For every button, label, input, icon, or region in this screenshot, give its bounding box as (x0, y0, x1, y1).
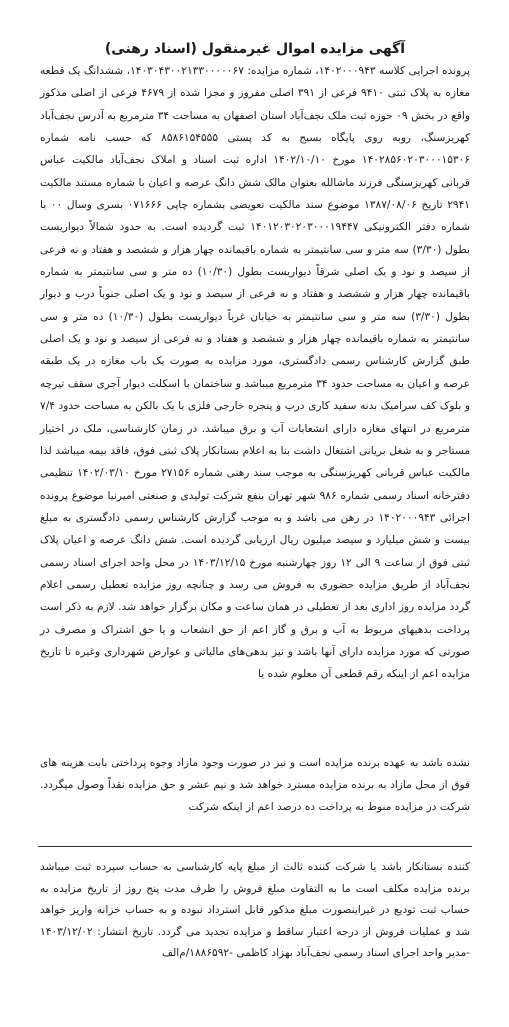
notice-body-main: پرونده اجرایی کلاسه ۱۴۰۲۰۰۰۹۴۳، شماره مزایده: ۱۴۰۳۰۴۳۰۰۲۱۳۳۰۰۰۰۰۶۷، ششدانگ یک قطعه مغازه به پلاک ثبتی ۹۴۱۰ فرعی از ۳۹۱ اصلی مفروز و مجزا شده از ۴۶۷۹ فرعی از اصلی مذکور واقع در بخش ۰۹ حوزه ثبت ملک نجف‌آباد استان اصفهان به مساحت ۳۴ مترمربع به آدرس نجف‌آباد کهریزسنگ، روبه روی پایگاه بسیج به کد پستی ۸۵۸۶۱۵۴۵۵۵ که حسب نامه شماره ۱۴۰۲۸۵۶۰۲۰۳۰۰۰۱۵۳۰۶ مورخ ۱۴۰۲/۱۰/۱۰ اداره ثبت اسناد و املاک نجف‌آباد مالکیت عباس قربانی کهریزسنگی فرزند ماشالله بعنوان مالک شش دانگ عرصه و اعیان با شماره مستند مالکیت ۲۹۴۱ تاریخ ۱۳۸۷/۰۸/۰۶ موضوع سند مالکیت تعویضی بشماره چاپی ۰۷۱۶۶۶ بسری وسال ۰۰ با شماره دفتر الکترونیکی ۱۴۰۱۲۰۳۰۲۰۳۰۰۰۱۹۴۴۷ ثبت گردیده است. به حدود شمالاً دیواریست بطول (۳/۳۰) سه متر و سی سانتیمتر به شماره باقیمانده چهار هزار و ششصد و هفتاد و نه فرعی از سیصد و نود و یک اصلی شرقاً دیواریست بطول (۱۰/۳۰) ده متر و سی سانتیمتر به شماره باقیمانده چهار هزار و ششصد و هفتاد و نه فرعی از سیصد و نود و یک اصلی جنوباً درب و دیوار بطول (۳/۳۰) سه متر و سی سانتیمتر به خیابان غرباً دیواریست بطول (۱۰/۳۰) ده متر و سی سانتیمتر به شماره باقیمانده چهار هزار و ششصد و هفتاد و نه فرعی از سیصد و نود و یک اصلی طبق گزارش کارشناس رسمی دادگستری، مورد مزایده به صورت یک باب مغازه در یک طبقه عرصه و اعیان به مساحت حدود ۳۴ مترمربع میباشد و ساختمان با اسکلت دیوار آجری سقف تیرچه و بلوک کف سرامیک بدنه سفید کاری درب و پنجره خارجی فلزی با یک بالکن به مساحت حدود ۷/۴ مترمربع در انتهای مغازه دارای انشعابات آب و برق میباشد. در زمان کارشناسی، ملک در اختیار مستاجر و به شغل بریانی اشتغال داشت بنا به اعلام بستانکار پلاک ثبتی فوق، فاقد بیمه میباشد لذا مالکیت عباس قربانی کهریزسنگی به موجب سند رهنی شماره ۲۷۱۵۶ مورخ ۱۴۰۲/۰۳/۱۰ تنظیمی دفترخانه اسناد رسمی شماره ۹۸۶ شهر تهران بنفع شرکت تولیدی و صنعتی امیرنیا موضوع پرونده اجرائی ۱۴۰۲۰۰۰۹۴۳ در رهن می باشد و به موجب گزارش کارشناس رسمی دادگستری به مبلغ بیست و شش میلیارد و سیصد میلیون ریال ارزیابی گردیده است. شش دانگ عرصه و اعیان پلاک ثبتی فوق از ساعت ۹ الی ۱۲ روز چهارشنبه مورخ ۱۴۰۳/۱۲/۱۵ در محل واحد اجرای اسناد رسمی نجف‌آباد از طریق مزایده حضوری به فروش می رسد و چنانچه روز مزایده تعطیل رسمی اعلام گردد مزایده روز اداری بعد از تعطیلی در همان ساعت و مکان برگزار خواهد شد. لازم به ذکر است پرداخت بدهیهای مربوط به آب و برق و گاز اعم از حق انشعاب و یا حق اشتراک و مصرف در صورتی که مورد مزایده دارای آنها باشد و نیز بدهی‌های مالیاتی و عوارض شهرداری وغیره تا تاریخ مزایده اعم از اینکه رقم قطعی آن معلوم شده یا (40, 65, 471, 681)
notice-body-continued: نشده باشد به عهده برنده مزایده است و نیز در صورت وجود مازاد وجوه پرداختی بابت هزینه های فوق از محل مازاد به برنده مزایده مسترد خواهد شد و نیم عشر و حق مزایده نقداً وصول میگردد. شرکت در مزایده منوط به پرداخت ده درصد اعم از اینکه شرکت (40, 757, 470, 813)
notice-body-final: کننده بستانکار باشد یا شرکت کننده ثالث از مبلغ پایه کارشناسی به حساب سپرده ثبت میباشد برنده مزایده مکلف است ما به التفاوت مبلغ فروش را ظرف مدت پنج روز از تاریخ مزایده به حساب ثبت تودیع در غیراینصورت مبلغ مذکور قابل استرداد نبوده و به حساب خزانه واریز خواهد شد و عملیات فروش از درجه اعتبار ساقط و مزایده تجدید می گردد. تاریخ انتشار: ۱۴۰۳/۱۲/۰۲ -مدیر واحد اجرای اسناد رسمی نجف‌آباد بهزاد کاظمی -۱۸۸۶۵۹۲/م‌الف (40, 861, 470, 959)
notice-final-section (38, 857, 472, 997)
notice-title: آگهی مزایده اموال غیرمنقول (اسناد رهنی) (104, 41, 406, 57)
section-divider (38, 846, 472, 847)
notice-continued-section (38, 752, 472, 842)
auction-notice (38, 40, 472, 997)
notice-main-section (38, 40, 472, 730)
